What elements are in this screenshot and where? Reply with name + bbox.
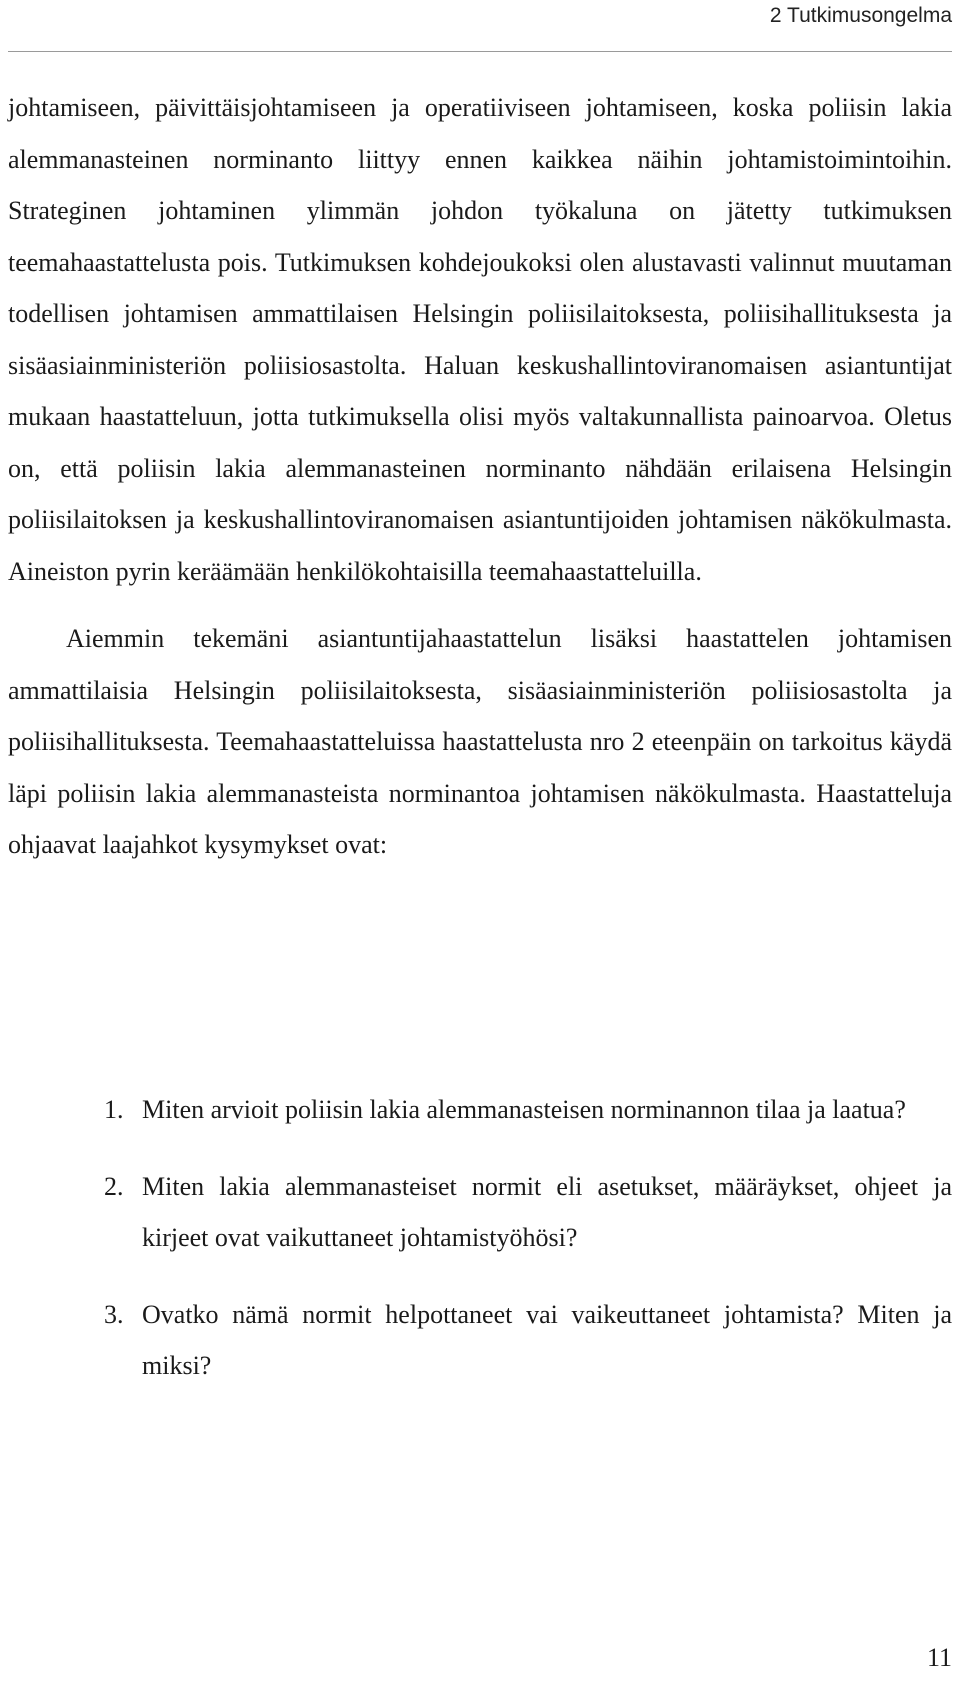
body-text	[8, 82, 952, 871]
running-header-title: 2 Tutkimusongelma	[769, 4, 952, 27]
list-item-number: 1.	[104, 1095, 124, 1124]
list-item	[104, 1084, 952, 1136]
list-item-text: Miten arvioit poliisin lakia alemmanasteisen norminannon tilaa ja laatua?	[142, 1095, 906, 1124]
header-divider	[8, 51, 952, 52]
paragraph-2: Aiemmin tekemäni asiantuntijahaastattelun lisäksi haastattelen johtamisen ammattilaisia Helsingin poliisilaitoksesta, sisäasiainministeriön poliisiosastolta ja poliisihallituksesta. Teemahaastatteluissa haastattelusta nro 2 eteenpäin on tarkoitus käydä läpi poliisin lakia alemmanasteista norminantoa johtamisen näkökulmasta. Haastatteluja ohjaavat laajahkot kysymykset ovat:	[8, 624, 952, 859]
list-item-number: 3.	[104, 1299, 124, 1329]
list-item	[104, 1289, 952, 1392]
list-item-text: Ovatko nämä normit helpottaneet vai vaikeuttaneet johtamista? Miten ja miksi?	[142, 1299, 952, 1380]
paragraph-1: johtamiseen, päivittäisjohtamiseen ja operatiiviseen johtamiseen, koska poliisin lakia alemmanasteinen norminanto liittyy ennen kaikkea näihin johtamistoimintoihin. Strateginen johtaminen ylimmän johdon työkaluna on jätetty tutkimuksen teemahaastattelusta pois. Tutkimuksen kohdejoukoksi olen alustavasti valinnut muutaman todellisen johtamisen ammattilaisen Helsingin poliisilaitoksesta, poliisihallituksesta ja sisäasiainministeriön poliisiosastolta. Haluan keskushallintoviranomaisen asiantuntijat mukaan haastatteluun, jotta tutkimuksella olisi myös valtakunnallista painoarvoa. Oletus on, että poliisin lakia alemmanasteinen norminanto nähdään erilaisena Helsingin poliisilaitoksen ja keskushallintoviranomaisen asiantuntijoiden johtamisen näkökulmasta. Aineiston pyrin keräämään henkilökohtaisilla teemahaastatteluilla.	[8, 93, 952, 586]
list-item-number: 2.	[104, 1171, 124, 1201]
list-item-text: Miten lakia alemmanasteiset normit eli asetukset, määräykset, ohjeet ja kirjeet ovat vaikuttaneet johtamistyöhösi?	[142, 1171, 952, 1252]
list-item	[104, 1161, 952, 1264]
question-list	[104, 1084, 952, 1417]
page-number: 11	[926, 1643, 952, 1672]
